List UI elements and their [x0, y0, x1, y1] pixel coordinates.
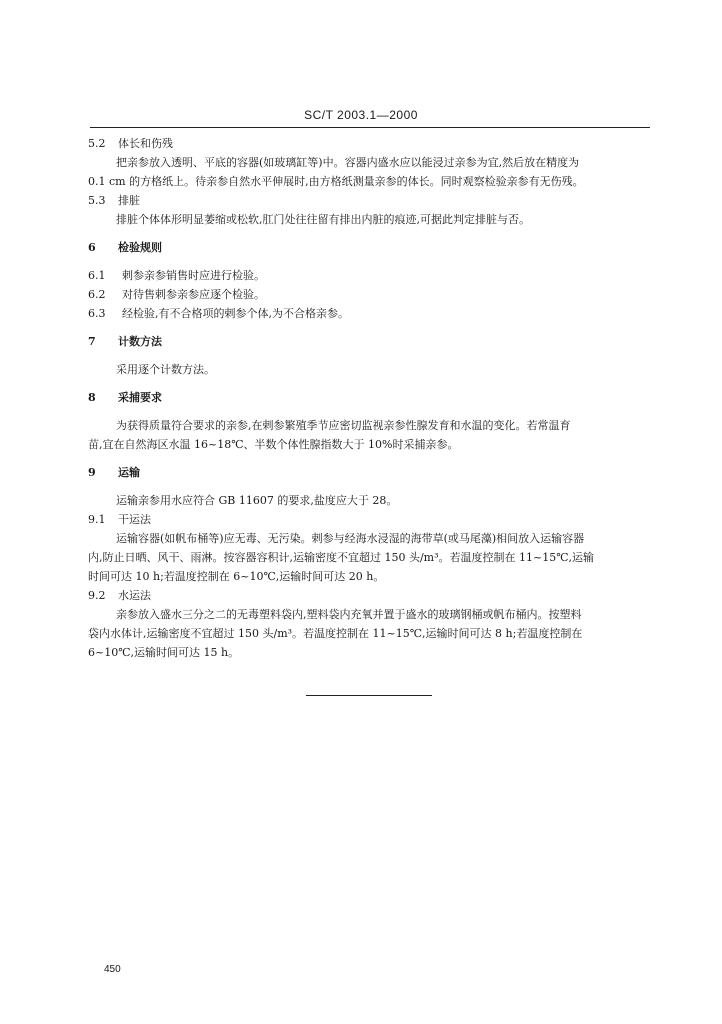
section-title: 干运法: [118, 513, 151, 526]
section-title: 检验规则: [118, 241, 162, 254]
section-9-1-line-2: 内,防止日晒、风干、雨淋。按容器容积计,运输密度不宜超过 150 头/m³。若温度控制在 11~15℃,运输: [88, 551, 595, 564]
section-text: 对待售剌参亲参应逐个检验。: [122, 288, 265, 301]
section-6-3: [88, 304, 653, 323]
section-8-line-2: 苗,宜在自然海区水温 16~18℃、半数个体性腺指数大于 10%时采捕亲参。: [88, 438, 459, 451]
section-8-heading: [88, 388, 653, 407]
section-title: 采捕要求: [118, 391, 162, 404]
section-9-heading: [88, 463, 653, 482]
header-rule: [90, 127, 650, 128]
section-5-2-heading: [88, 134, 653, 153]
section-title: 水运法: [118, 589, 151, 602]
section-9-2-line-1: 亲参放入盛水三分之二的无毒塑料袋内,塑料袋内充氧并置于盛水的玻璃钢桶或帆布桶内。按塑料: [116, 608, 582, 621]
standard-code-header: SC/T 2003.1—2000: [304, 108, 418, 122]
document-body: [88, 134, 653, 662]
section-7-heading: [88, 332, 653, 351]
section-9-1-heading: [88, 510, 653, 529]
section-5-3-line-1: 排脏个体体形明显萎缩或松软,肛门处往往留有排出内脏的痕迹,可据此判定排脏与否。: [116, 213, 530, 226]
section-5-2-line-1: 把亲参放入透明、平底的容器(如玻璃缸等)中。容器内盛水应以能浸过亲参为宜,然后放在精度为: [116, 156, 580, 169]
section-9-1-line-3: 时间可达 10 h;若温度控制在 6~10℃,运输时间可达 20 h。: [88, 570, 385, 583]
section-6-heading: [88, 238, 653, 257]
section-number: 6.2: [88, 288, 106, 301]
section-number: 7: [88, 335, 96, 348]
section-number: 5.3: [88, 194, 106, 207]
section-5-3-heading: [88, 191, 653, 210]
section-9-2-line-3: 6~10℃,运输时间可达 15 h。: [88, 646, 240, 659]
section-number: 9.1: [88, 513, 106, 526]
section-9-1-line-1: 运输容器(如帆布桶等)应无毒、无污染。剌参与经海水浸湿的海带草(或马尾藻)相间放入运输容器: [116, 532, 585, 545]
end-of-standard-rule: [306, 695, 432, 696]
section-number: 9.2: [88, 589, 106, 602]
section-number: 9: [88, 466, 96, 479]
section-6-1: [88, 266, 653, 285]
section-7-text: 采用逐个计数方法。: [116, 363, 215, 376]
section-title: 计数方法: [118, 335, 162, 348]
section-text: 剌参亲参销售时应进行检验。: [122, 269, 265, 282]
page-number: 450: [104, 964, 121, 975]
section-title: 体长和伤残: [118, 137, 173, 150]
section-number: 6.1: [88, 269, 106, 282]
section-text: 经检验,有不合格项的剌参个体,为不合格亲参。: [122, 307, 349, 320]
section-number: 5.2: [88, 137, 106, 150]
section-number: 8: [88, 391, 96, 404]
section-9-text: 运输亲参用水应符合 GB 11607 的要求,盐度应大于 28。: [116, 494, 398, 507]
section-number: 6: [88, 241, 96, 254]
section-9-2-line-2: 袋内水体计,运输密度不宜超过 150 头/m³。若温度控制在 11~15℃,运输时间可达 8 h;若温度控制在: [88, 627, 583, 640]
section-6-2: [88, 285, 653, 304]
section-number: 6.3: [88, 307, 106, 320]
section-9-2-heading: [88, 586, 653, 605]
section-5-2-line-2: 0.1 cm 的方格纸上。待亲参自然水平伸展时,由方格纸测量亲参的体长。同时观察检验亲参有无伤残。: [88, 175, 584, 188]
section-8-line-1: 为获得质量符合要求的亲参,在剌参繁殖季节应密切监视亲参性腺发育和水温的变化。若常温育: [116, 419, 571, 432]
section-title: 排脏: [118, 194, 140, 207]
section-title: 运输: [118, 466, 140, 479]
